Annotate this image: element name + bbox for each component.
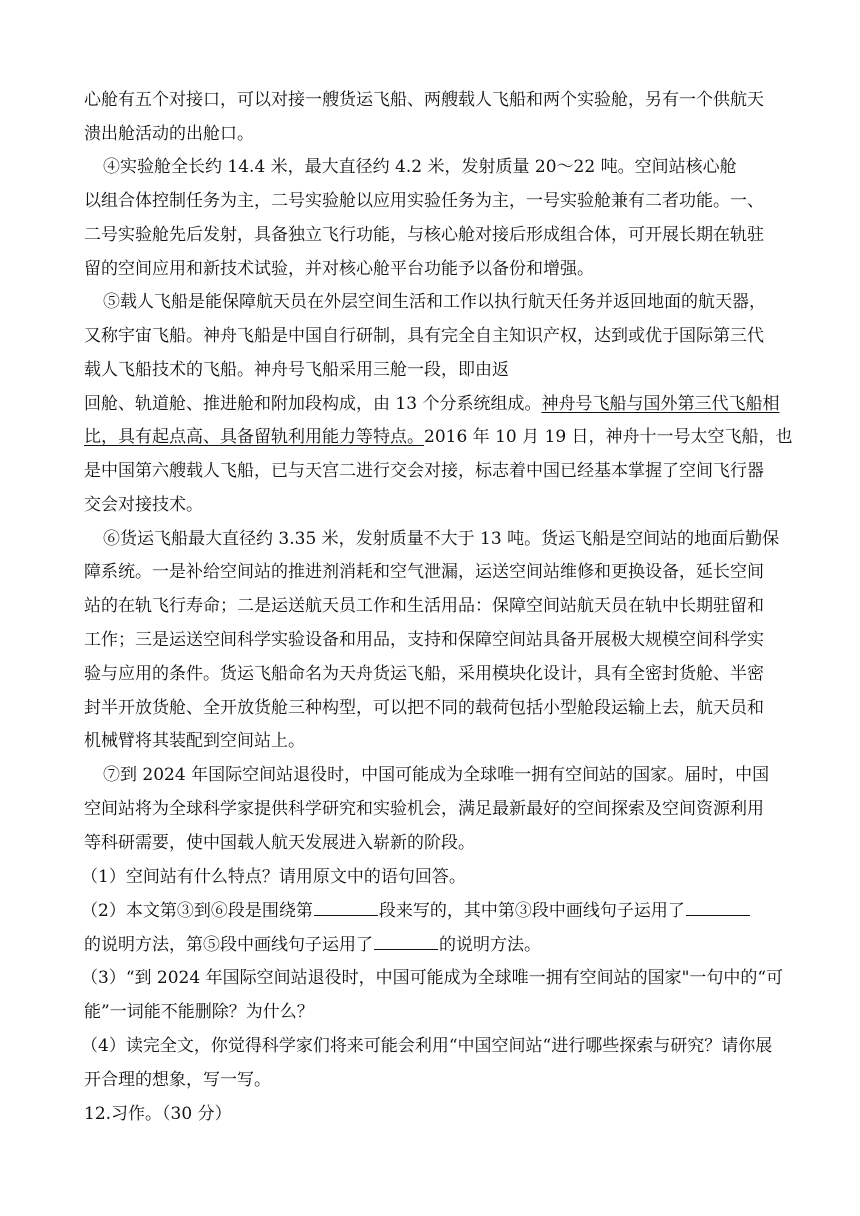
question-2 <box>81 899 751 923</box>
paragraph-4-line: 留的空间应用和新技术试验，并对核心舱平台功能予以备份和增强。 <box>84 259 594 279</box>
plain-text: 回舱、轨道舱、推进舱和附加段构成，由 13 个分系统组成。 <box>84 394 542 414</box>
paragraph-6-line: 障系统。一是补给空间站的推进剂消耗和空气泄漏，运送空间站维修和更换设备，延长空间 <box>84 562 764 582</box>
question-2-cont <box>84 933 541 957</box>
underlined-sentence: 神舟号飞船与国外第三代飞船相 <box>541 394 780 414</box>
paragraph-6-line: 机械臂将其装配到空间站上。 <box>84 731 305 751</box>
question-text: 段来写的，其中第③段中画线句子运用了 <box>378 901 685 921</box>
question-text: 的说明方法，第⑤段中画线句子运用了 <box>84 935 373 955</box>
answer-blank[interactable] <box>374 933 438 950</box>
paragraph-4-line: ④实验舱全长约 14.4 米，最大直径约 4.2 米，发射质量 20～22 吨。空间站核心舱 <box>103 157 737 177</box>
paragraph-4-line: 以组合体控制任务为主，二号实验舱以应用实验任务为主，一号实验舱兼有二者功能。一、 <box>84 191 764 211</box>
paragraph-7-line: 等科研需要，使中国载人航天发展进入崭新的阶段。 <box>84 833 475 853</box>
paragraph-7-line: 空间站将为全球科学家提供科学研究和实验机会，满足最新最好的空间探索及空间资源利用 <box>84 799 764 819</box>
paragraph-7-line: ⑦到 2024 年国际空间站退役时，中国可能成为全球唯一拥有空间站的国家。届时，中国 <box>103 765 770 785</box>
question-4-cont: 开合理的想象，写一写。 <box>84 1070 271 1090</box>
question-1: （1）空间站有什么特点？请用原文中的语句回答。 <box>81 867 466 887</box>
question-4: （4）读完全文，你觉得科学家们将来可能会利用“中国空间站“进行哪些探索与研究？请你展 <box>81 1036 773 1056</box>
paragraph-5-line: 又称宇宙飞船。神舟飞船是中国自行研制，具有完全自主知识产权，达到或优于国际第三代 <box>84 326 764 346</box>
paragraph-6-line: 站的在轨飞行寿命；二是运送航天员工作和生活用品：保障空间站航天员在轨中长期驻留和 <box>84 596 764 616</box>
paragraph-5-line <box>84 392 779 416</box>
question-3-cont: 能”一词能不能删除？为什么？ <box>84 1002 314 1022</box>
text-line: 溃出舱活动的出舱口。 <box>84 124 254 144</box>
question-text: 的说明方法。 <box>439 935 541 955</box>
paragraph-6-line: 验与应用的条件。货运飞船命名为天舟货运飞船，采用模块化设计，具有全密封货舱、半密 <box>84 664 764 684</box>
paragraph-5-line <box>84 425 793 449</box>
question-text: （2）本文第③到⑥段是围绕第 <box>81 901 313 921</box>
question-3: （3）“到 2024 年国际空间站退役时，中国可能成为全球唯一拥有空间站的国家"一句中的“可 <box>81 968 784 988</box>
answer-blank[interactable] <box>686 899 750 916</box>
plain-text: 2016 年 10 月 19 日，神舟十一号太空飞船，也 <box>424 427 793 447</box>
paragraph-5-line: 载人飞船技术的飞船。神舟号飞船采用三舱一段，即由返 <box>84 360 509 380</box>
paragraph-6-line: 工作；三是运送空间科学实验设备和用品，支持和保障空间站具备开展极大规模空间科学实 <box>84 630 764 650</box>
paragraph-6-line: ⑥货运飞船最大直径约 3.35 米，发射质量不大于 13 吨。货运飞船是空间站的地面后勤保 <box>103 529 780 549</box>
paragraph-5-line: 是中国第六艘载人飞船，已与天宫二进行交会对接，标志着中国已经基本掌握了空间飞行器 <box>84 461 764 481</box>
section-heading-12: 12.习作。（30 分） <box>84 1104 232 1124</box>
text-line: 心舱有五个对接口，可以对接一艘货运飞船、两艘载人飞船和两个实验舱，另有一个供航天 <box>84 90 764 110</box>
paragraph-5-line: ⑤载人飞船是能保障航天员在外层空间生活和工作以执行航天任务并返回地面的航天器， <box>103 292 766 312</box>
paragraph-4-line: 二号实验舱先后发射，具备独立飞行功能，与核心舱对接后形成组合体，可开展长期在轨驻 <box>84 225 764 245</box>
answer-blank[interactable] <box>314 899 378 916</box>
paragraph-6-line: 封半开放货舱、全开放货舱三种构型，可以把不同的载荷包括小型舱段运输上去，航天员和 <box>84 698 764 718</box>
underlined-sentence: 比，具有起点高、具备留轨利用能力等特点。 <box>84 427 424 447</box>
paragraph-5-line: 交会对接技术。 <box>84 495 203 515</box>
